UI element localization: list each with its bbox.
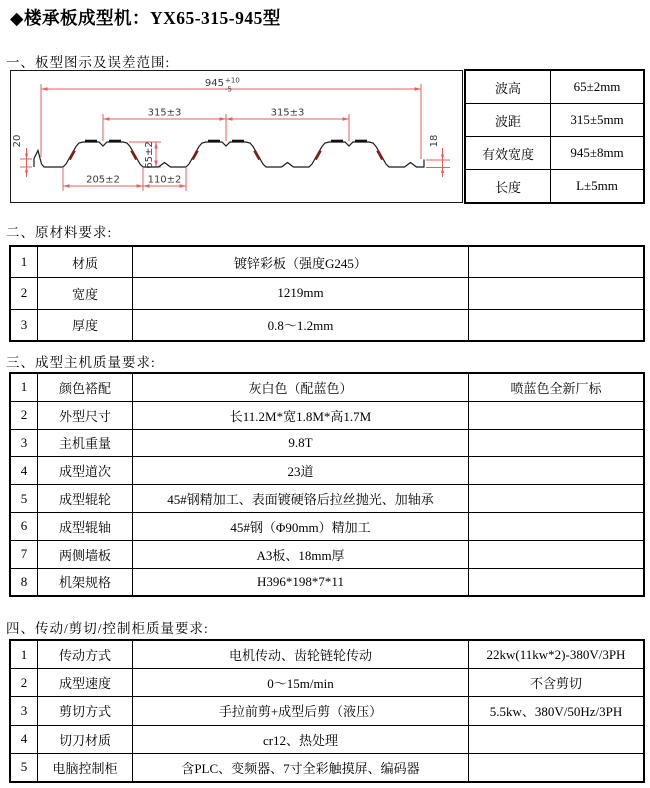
row-label: 宽度 (38, 278, 133, 309)
row-label: 两侧墙板 (38, 540, 133, 568)
page-title: ◆楼承板成型机：YX65-315-945型 (10, 8, 281, 28)
row-value: H396*198*7*11 (133, 568, 469, 596)
row-note (469, 401, 644, 429)
profile-diagram (10, 70, 463, 203)
row-number: 2 (11, 669, 38, 697)
table-row (11, 641, 644, 669)
dim-overall-width: 945 (204, 78, 224, 89)
row-number: 3 (11, 309, 38, 340)
spec-label: 有效宽度 (466, 137, 551, 170)
slope-emboss-dashes (70, 151, 383, 160)
row-note (469, 725, 644, 753)
materials-table (10, 246, 644, 341)
row-number: 7 (11, 540, 38, 568)
row-number: 2 (11, 401, 38, 429)
table-row (11, 278, 644, 309)
row-value: 镀锌彩板（强度G245） (133, 247, 469, 278)
row-value: cr12、热处理 (133, 725, 469, 753)
table-row (11, 457, 644, 485)
dim-valley: 110±2 (147, 174, 182, 186)
table-row (11, 753, 644, 781)
row-note: 不含剪切 (469, 669, 644, 697)
row-note (469, 457, 644, 485)
spec-label: 波距 (466, 104, 551, 137)
row-note (469, 568, 644, 596)
table-row (466, 170, 644, 203)
row-value: 0.8～1.2mm (133, 309, 469, 340)
table-row (466, 71, 644, 104)
row-label: 成型速度 (38, 669, 133, 697)
row-label: 外型尺寸 (38, 401, 133, 429)
row-label: 机架规格 (38, 568, 133, 596)
row-number: 3 (11, 697, 38, 725)
dim-rib-base: 205±2 (86, 174, 120, 186)
row-value: 手拉前剪+成型后剪（液压） (133, 697, 469, 725)
profile-drawing-svg (11, 71, 462, 202)
row-number: 3 (11, 429, 38, 457)
section-3-heading: 三、成型主机质量要求: (6, 355, 156, 370)
profile-tolerance-table (465, 70, 644, 203)
row-value: 23道 (133, 457, 469, 485)
row-number: 8 (11, 568, 38, 596)
table-row (11, 429, 644, 457)
row-label: 传动方式 (38, 641, 133, 669)
row-label: 电脑控制柜 (38, 753, 133, 781)
table-row (466, 104, 644, 137)
row-number: 4 (11, 725, 38, 753)
row-label: 材质 (38, 247, 133, 278)
spec-label: 波高 (466, 71, 551, 104)
table-row (11, 374, 644, 402)
table-row (11, 309, 644, 340)
row-label: 成型辊轮 (38, 485, 133, 513)
row-number: 1 (11, 374, 38, 402)
dim-overall-sub: -5 (225, 85, 232, 94)
table-row (11, 540, 644, 568)
deck-profile-outline (34, 142, 424, 167)
row-note (469, 512, 644, 540)
dim-pitch-2: 315±3 (270, 107, 305, 119)
row-number: 5 (11, 485, 38, 513)
table-row (11, 697, 644, 725)
row-label: 成型辊轴 (38, 512, 133, 540)
dim-pitch-1: 315±3 (147, 107, 182, 119)
row-note (469, 485, 644, 513)
row-value: 45#钢精加工、表面镀硬铬后拉丝抛光、加轴承 (133, 485, 469, 513)
dim-right-lip: 18 (429, 134, 440, 148)
row-value: A3板、18mm厚 (133, 540, 469, 568)
row-number: 1 (11, 247, 38, 278)
dimension-arrowheads (25, 87, 444, 187)
table-row (11, 247, 644, 278)
row-number: 6 (11, 512, 38, 540)
row-label: 剪切方式 (38, 697, 133, 725)
row-note (469, 540, 644, 568)
table-row (11, 401, 644, 429)
spec-value: 315±5mm (551, 104, 644, 137)
row-note (469, 309, 644, 340)
table-row (11, 669, 644, 697)
table-row (11, 485, 644, 513)
row-note (469, 429, 644, 457)
row-note (469, 278, 644, 309)
row-note: 喷蓝色全新厂标 (469, 374, 644, 402)
spec-label: 长度 (466, 170, 551, 203)
spec-value: 65±2mm (551, 71, 644, 104)
row-label: 颜色褡配 (38, 374, 133, 402)
dim-overall-sup: +10 (225, 76, 240, 85)
row-value: 45#钢（Φ90mm）精加工 (133, 512, 469, 540)
row-value: 0～15m/min (133, 669, 469, 697)
row-label: 切刀材质 (38, 725, 133, 753)
row-label: 厚度 (38, 309, 133, 340)
table-row (11, 725, 644, 753)
row-value: 长11.2M*宽1.8M*高1.7M (133, 401, 469, 429)
row-value: 含PLC、变频器、7寸全彩触摸屏、编码器 (133, 753, 469, 781)
row-value: 电机传动、齿轮链轮传动 (133, 641, 469, 669)
row-value: 1219mm (133, 278, 469, 309)
row-number: 5 (11, 753, 38, 781)
row-value: 灰白色（配蓝色） (133, 374, 469, 402)
row-number: 4 (11, 457, 38, 485)
section-2-heading: 二、原材料要求: (6, 225, 113, 240)
row-value: 9.8T (133, 429, 469, 457)
row-number: 2 (11, 278, 38, 309)
table-row (11, 512, 644, 540)
table-row (11, 568, 644, 596)
dimension-lines (20, 84, 450, 191)
row-note: 5.5kw、380V/50Hz/3PH (469, 697, 644, 725)
section-4-heading: 四、传动/剪切/控制柜质量要求: (6, 621, 209, 636)
row-note: 22kw(11kw*2)-380V/3PH (469, 641, 644, 669)
table-row (466, 137, 644, 170)
drive-shear-control-table (10, 640, 644, 782)
section-1-heading: 一、板型图示及误差范围: (6, 55, 171, 70)
spec-value: 945±8mm (551, 137, 644, 170)
row-number: 1 (11, 641, 38, 669)
dim-left-lip: 20 (12, 134, 23, 148)
row-label: 主机重量 (38, 429, 133, 457)
row-label: 成型道次 (38, 457, 133, 485)
dim-rib-height: 65±2 (144, 141, 155, 169)
row-note (469, 753, 644, 781)
spec-value: L±5mm (551, 170, 644, 203)
machine-quality-table (10, 373, 644, 596)
row-note (469, 247, 644, 278)
